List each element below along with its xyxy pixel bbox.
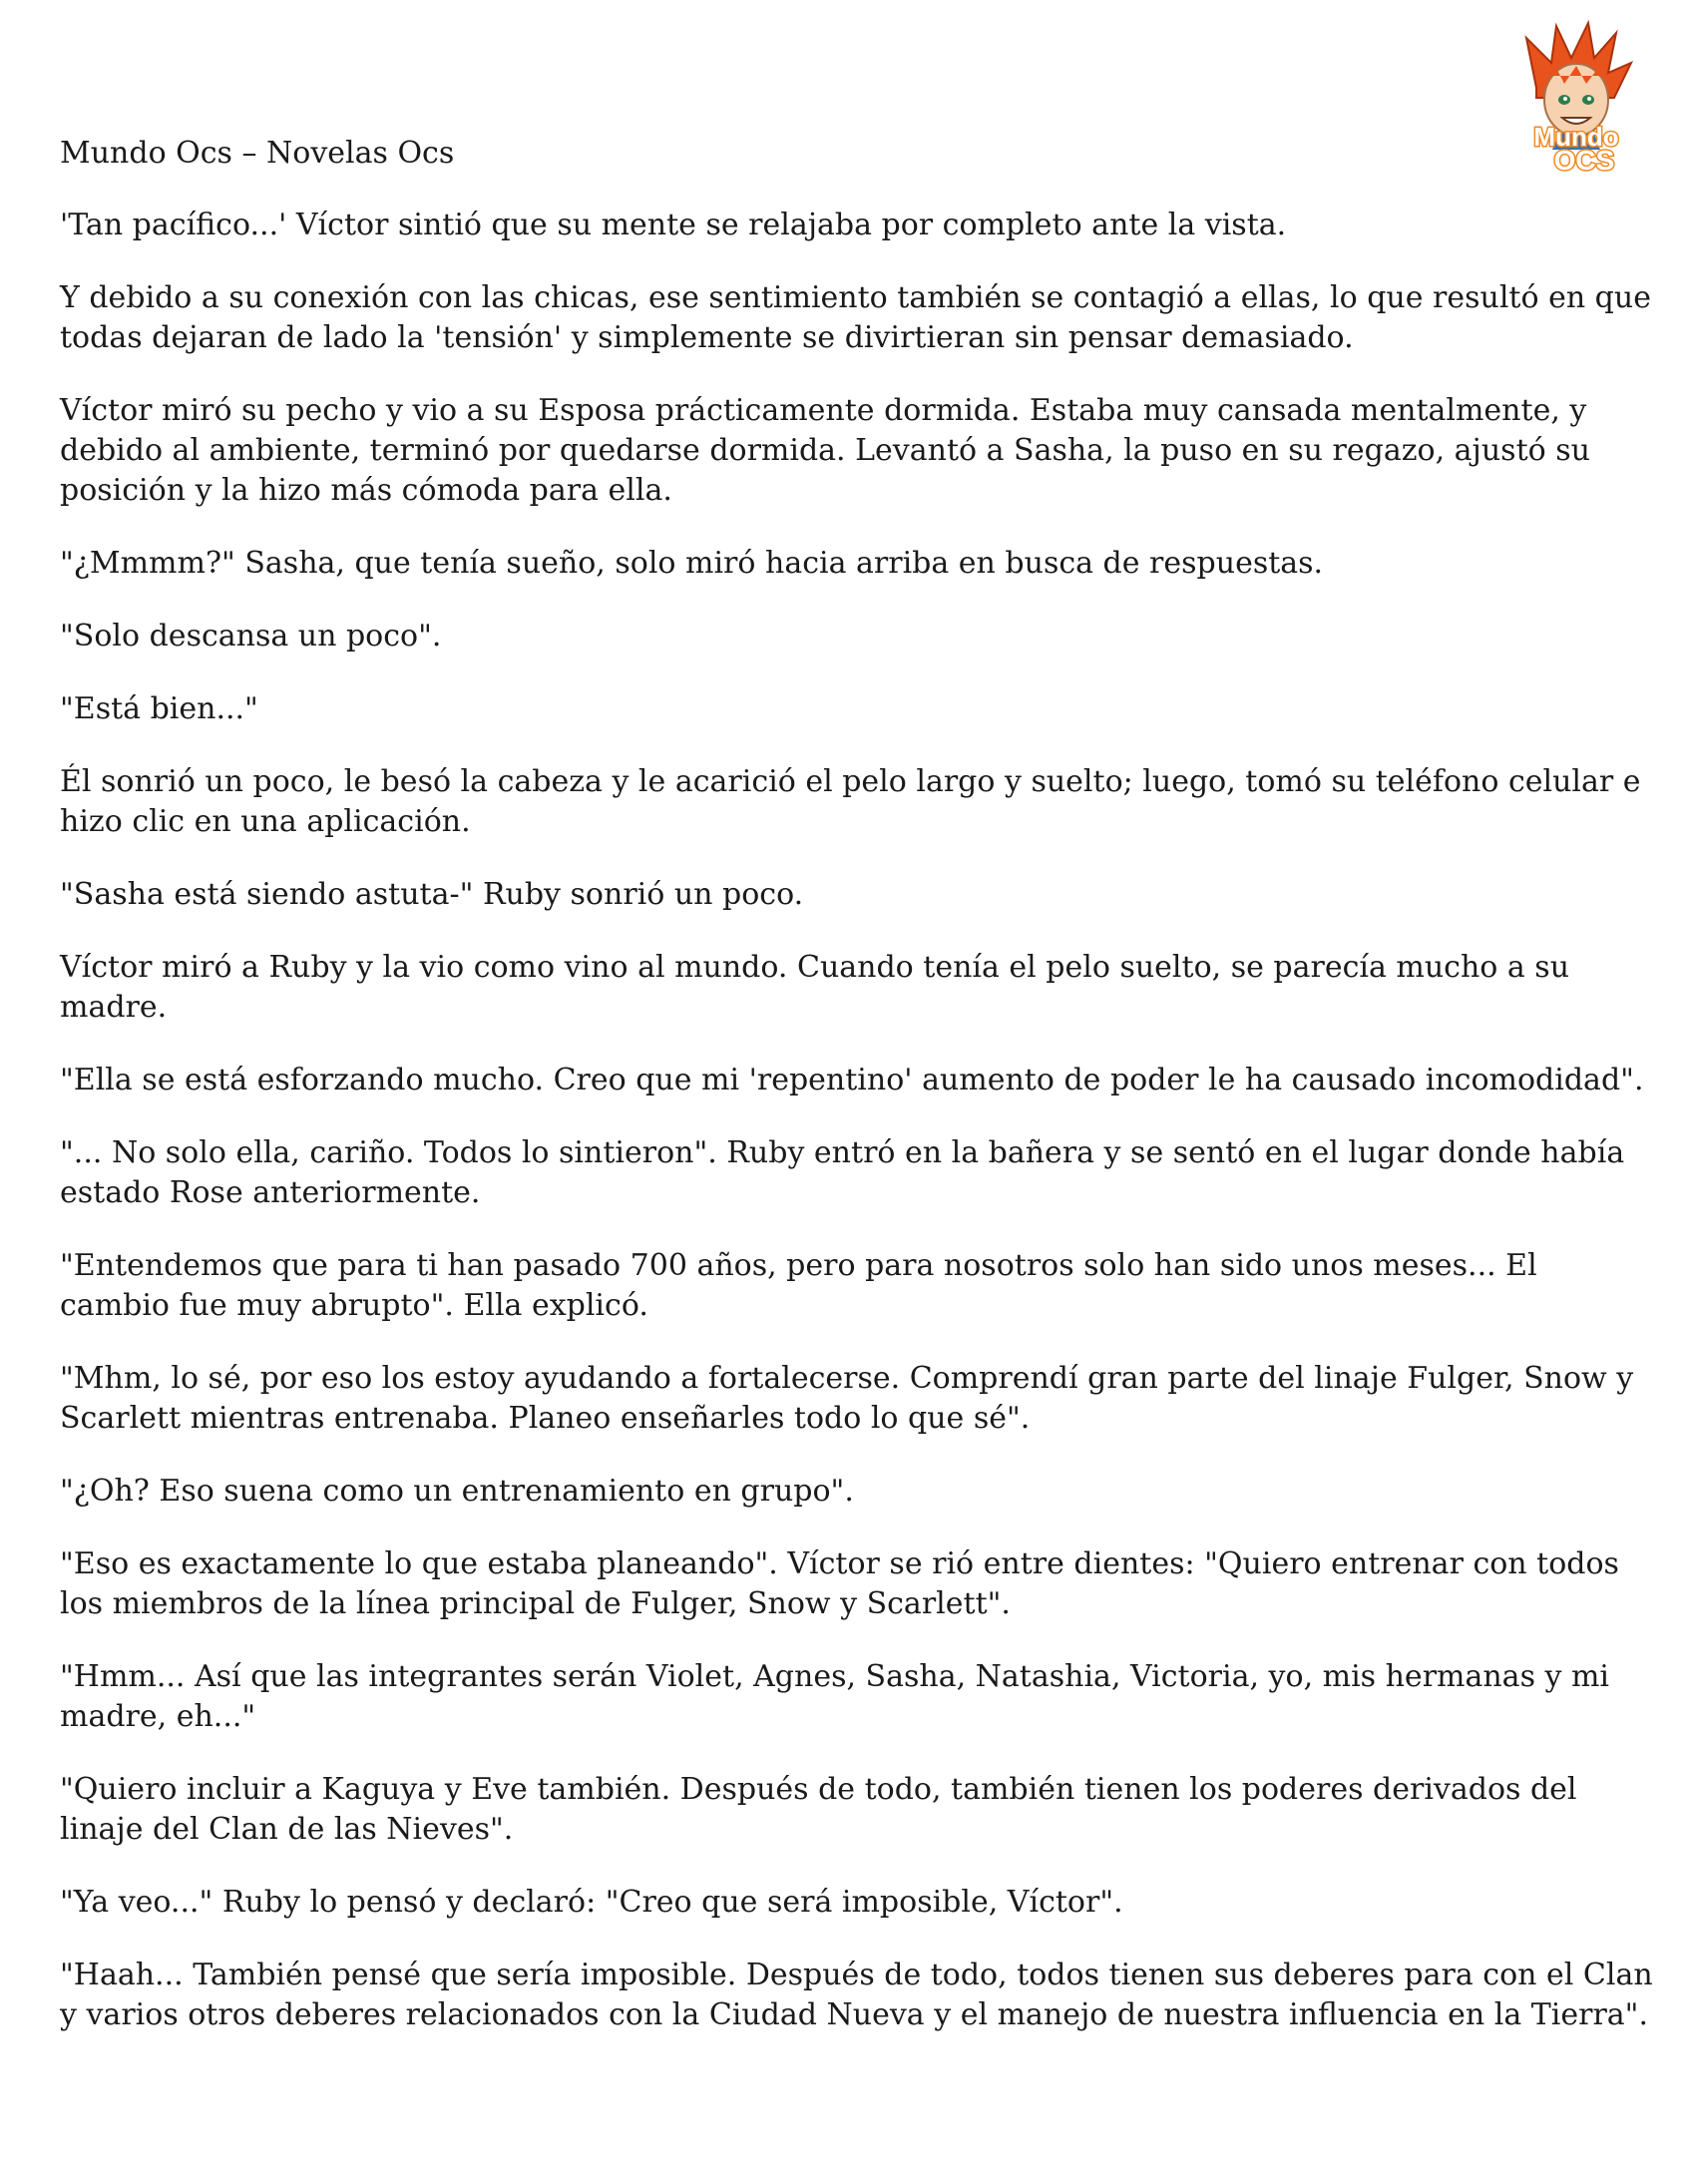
mundo-ocs-logo	[1496, 18, 1656, 178]
paragraph: "Está bien..."	[60, 691, 258, 726]
paragraph: Víctor miró su pecho y vio a su Esposa prácticamente dormida. Estaba muy cansada mentalmente, y debido al ambiente, terminó por quedarse dormida. Levantó a Sasha, la puso en su regazo, ajustó su posición y la hizo más cómoda para ella.	[60, 393, 1590, 508]
paragraph: "Quiero incluir a Kaguya y Eve también. Después de todo, también tienen los poderes derivados del linaje del Clan de las Nieves".	[60, 1772, 1577, 1847]
svg-text:OCS: OCS	[1553, 145, 1615, 176]
paragraph: 'Tan pacífico...' Víctor sintió que su mente se relajaba por completo ante la vista.	[60, 208, 1287, 242]
paragraph: "Entendemos que para ti han pasado 700 años, pero para nosotros solo han sido unos meses... El cambio fue muy abrupto". Ella explicó.	[60, 1248, 1537, 1323]
svg-text:Mundo: Mundo	[1533, 122, 1619, 152]
paragraph: "Mhm, lo sé, por eso los estoy ayudando a fortalecerse. Comprendí gran parte del linaje Fulger, Snow y Scarlett mientras entrenaba. Planeo enseñarles todo lo que sé".	[60, 1361, 1634, 1436]
paragraph: "... No solo ella, cariño. Todos lo sintieron". Ruby entró en la bañera y se sentó en el lugar donde había estado Rose anteriormente.	[60, 1135, 1625, 1210]
paragraph: "Haah... También pensé que sería imposible. Después de todo, todos tienen sus deberes para con el Clan y varios otros deberes relacionados con la Ciudad Nueva y el manejo de nuestra influencia en la Tierra".	[60, 1958, 1653, 2032]
paragraph: Y debido a su conexión con las chicas, ese sentimiento también se contagió a ellas, lo que resultó en que todas dejaran de lado la 'tensión' y simplemente se divirtieran sin pensar demasiado.	[60, 280, 1651, 355]
paragraph: Víctor miró a Ruby y la vio como vino al mundo. Cuando tenía el pelo suelto, se parecía mucho a su madre.	[60, 950, 1570, 1025]
paragraph: "¿Mmmm?" Sasha, que tenía sueño, solo miró hacia arriba en busca de respuestas.	[60, 546, 1324, 581]
paragraph: "Ya veo..." Ruby lo pensó y declaró: "Creo que será imposible, Víctor".	[60, 1885, 1123, 1920]
paragraph: "Sasha está siendo astuta-" Ruby sonrió un poco.	[60, 877, 804, 912]
novel-body	[60, 206, 1656, 2068]
paragraph: Él sonrió un poco, le besó la cabeza y le acarició el pelo largo y suelto; luego, tomó su teléfono celular e hizo clic en una aplicación.	[60, 764, 1641, 839]
paragraph: "Ella se está esforzando mucho. Creo que mi 'repentino' aumento de poder le ha causado incomodidad".	[60, 1063, 1644, 1097]
paragraph: "Eso es exactamente lo que estaba planeando". Víctor se rió entre dientes: "Quiero entrenar con todos los miembros de la línea principal de Fulger, Snow y Scarlett".	[60, 1546, 1619, 1621]
page-header-title: Mundo Ocs – Novelas Ocs	[60, 136, 455, 171]
paragraph: "Hmm... Así que las integrantes serán Violet, Agnes, Sasha, Natashia, Victoria, yo, mis hermanas y mi madre, eh..."	[60, 1659, 1610, 1734]
paragraph: "Solo descansa un poco".	[60, 619, 442, 654]
paragraph: "¿Oh? Eso suena como un entrenamiento en grupo".	[60, 1474, 854, 1509]
